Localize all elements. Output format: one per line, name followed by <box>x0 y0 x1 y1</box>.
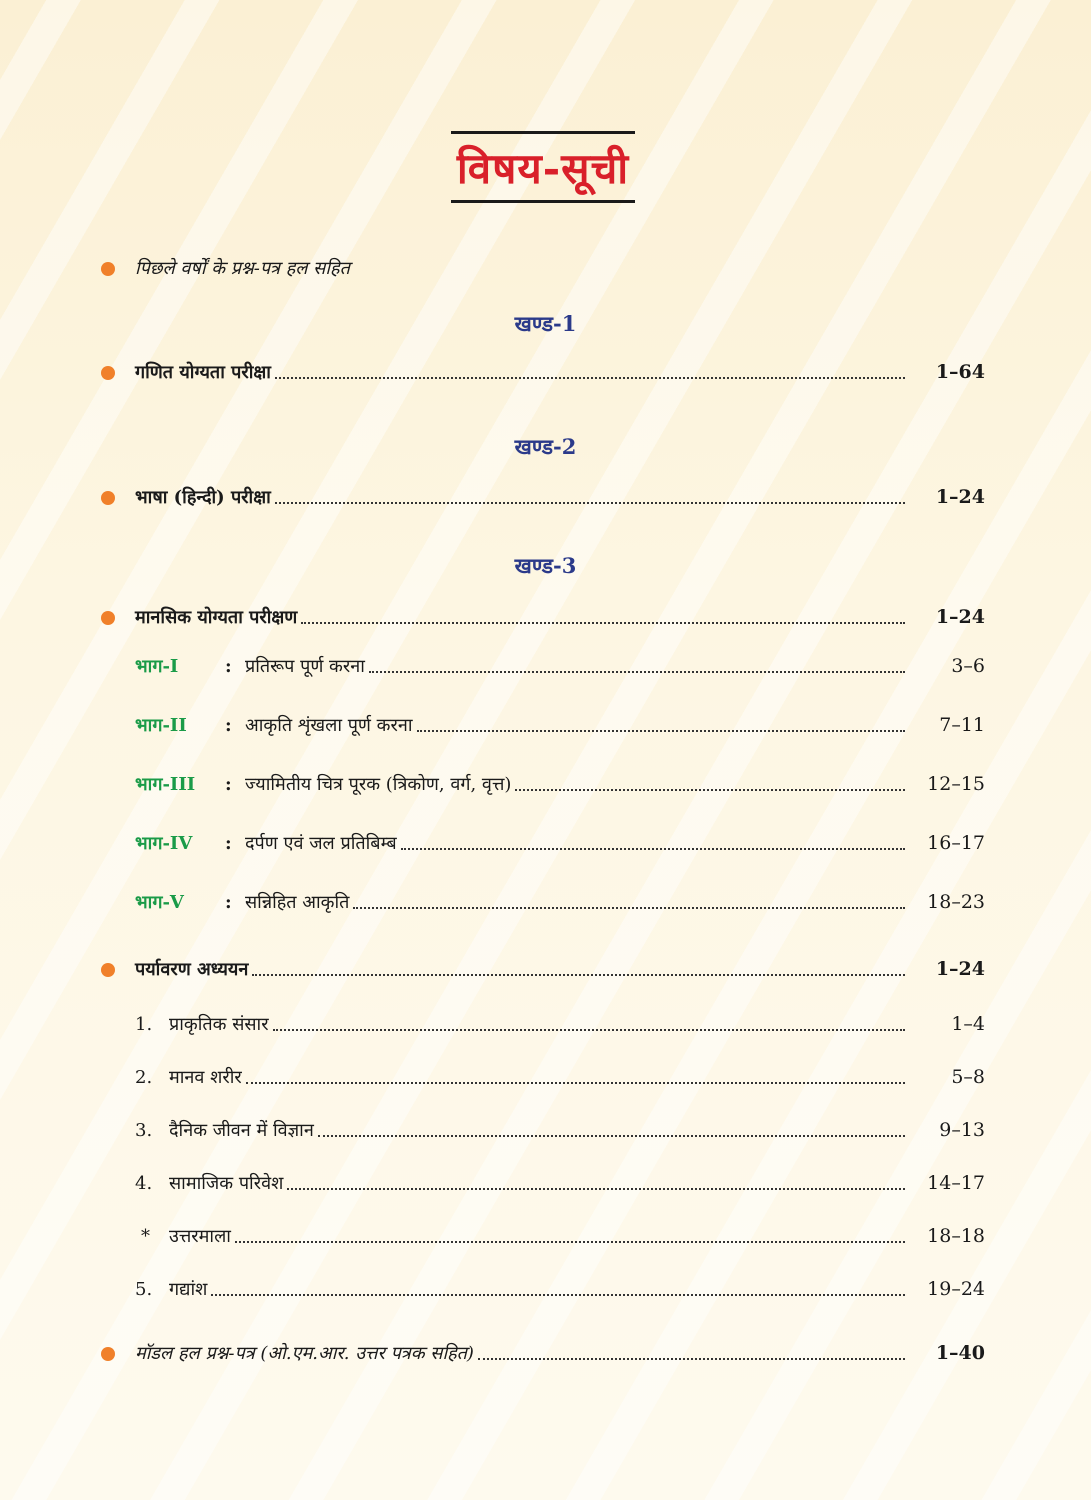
dot-leader <box>417 730 905 732</box>
toc-part-2[interactable] <box>135 710 985 740</box>
entry-label: दैनिक जीवन में विज्ञान <box>169 1120 314 1141</box>
entry-pages: 1–64 <box>935 361 985 383</box>
entry-pages: 7–11 <box>939 714 985 736</box>
dot-leader <box>246 1082 905 1084</box>
dot-leader <box>401 848 905 850</box>
part-label: भाग-V <box>135 892 184 913</box>
entry-pages: 3–6 <box>951 655 985 677</box>
dot-leader <box>369 671 905 673</box>
colon: : <box>225 773 232 795</box>
entry-pages: 12–15 <box>927 773 985 795</box>
entry-label: पर्यावरण अध्ययन <box>135 959 249 980</box>
bullet-icon <box>101 963 115 977</box>
toc-part-3[interactable] <box>135 769 985 799</box>
toc-evs-item-5[interactable] <box>135 1274 985 1304</box>
entry-pages: 16–17 <box>927 832 985 854</box>
entry-label: उत्तरमाला <box>169 1226 231 1247</box>
toc-entry-math[interactable] <box>135 357 985 387</box>
toc-evs-item-3[interactable] <box>135 1115 985 1145</box>
entry-label: प्रतिरूप पूर्ण करना <box>245 656 365 677</box>
toc-evs-item-2[interactable] <box>135 1062 985 1092</box>
colon: : <box>225 832 232 854</box>
item-number: 4. <box>135 1172 153 1194</box>
entry-label: दर्पण एवं जल प्रतिबिम्ब <box>245 833 397 854</box>
entry-label: गणित योग्यता परीक्षा <box>135 362 271 383</box>
item-number: * <box>141 1225 150 1247</box>
dot-leader <box>273 1029 905 1031</box>
toc-entry-evs[interactable] <box>135 954 985 984</box>
dot-leader <box>478 1358 905 1360</box>
dot-leader <box>301 622 905 624</box>
section-heading-1: खण्ड-1 <box>514 311 577 336</box>
dot-leader <box>353 907 905 909</box>
entry-pages: 18–18 <box>927 1225 985 1247</box>
colon: : <box>225 655 232 677</box>
toc-part-1[interactable] <box>135 651 985 681</box>
entry-label: प्राकृतिक संसार <box>169 1014 269 1035</box>
bullet-icon <box>101 366 115 380</box>
entry-label: गद्यांश <box>169 1279 208 1300</box>
colon: : <box>225 714 232 736</box>
part-label: भाग-III <box>135 774 196 795</box>
item-number: 3. <box>135 1119 153 1141</box>
entry-pages: 5–8 <box>951 1066 985 1088</box>
entry-pages: 1–24 <box>935 958 985 980</box>
entry-pages: 19–24 <box>927 1278 985 1300</box>
dot-leader <box>235 1241 905 1243</box>
colon: : <box>225 891 232 913</box>
toc-entry-hindi[interactable] <box>135 482 985 512</box>
toc-evs-item-4[interactable] <box>135 1168 985 1198</box>
toc-evs-item-1[interactable] <box>135 1009 985 1039</box>
toc-part-4[interactable] <box>135 828 985 858</box>
toc-entry-mental[interactable] <box>135 602 985 632</box>
intro-row <box>135 253 985 283</box>
item-number: 5. <box>135 1278 153 1300</box>
dot-leader <box>318 1135 905 1137</box>
entry-label: सन्निहित आकृति <box>245 892 350 913</box>
part-label: भाग-IV <box>135 833 193 854</box>
dot-leader <box>275 377 905 379</box>
entry-label: भाषा (हिन्दी) परीक्षा <box>135 487 271 508</box>
bullet-icon <box>101 491 115 505</box>
toc-entry-model[interactable] <box>135 1338 985 1368</box>
section-heading-3: खण्ड-3 <box>514 553 577 578</box>
entry-label: ज्यामितीय चित्र पूरक (त्रिकोण, वर्ग, वृत्त) <box>245 774 512 795</box>
dot-leader <box>252 974 905 976</box>
part-label: भाग-II <box>135 715 187 736</box>
section-heading-2: खण्ड-2 <box>514 434 577 459</box>
dot-leader <box>287 1188 905 1190</box>
page-title: विषय-सूची <box>456 143 630 193</box>
entry-pages: 1–4 <box>951 1013 985 1035</box>
entry-pages: 1–24 <box>935 486 985 508</box>
dot-leader <box>515 789 905 791</box>
part-label: भाग-I <box>135 656 179 677</box>
entry-label: मॉडल हल प्रश्न-पत्र (ओ.एम.आर. उत्तर पत्रक सहित) <box>135 1343 474 1364</box>
entry-pages: 9–13 <box>939 1119 985 1141</box>
bullet-icon <box>101 611 115 625</box>
dot-leader <box>211 1294 905 1296</box>
item-number: 2. <box>135 1066 153 1088</box>
entry-label: मानव शरीर <box>169 1067 242 1088</box>
intro-text: पिछले वर्षों के प्रश्न-पत्र हल सहित <box>135 258 350 279</box>
entry-pages: 14–17 <box>927 1172 985 1194</box>
item-number: 1. <box>135 1013 153 1035</box>
entry-pages: 1–24 <box>935 606 985 628</box>
entry-label: आकृति शृंखला पूर्ण करना <box>245 715 413 736</box>
entry-pages: 18–23 <box>927 891 985 913</box>
title-box <box>451 131 635 203</box>
toc-evs-item-answers[interactable] <box>135 1221 985 1251</box>
toc-part-5[interactable] <box>135 887 985 917</box>
entry-pages: 1–40 <box>935 1342 985 1364</box>
bullet-icon <box>101 1347 115 1361</box>
dot-leader <box>275 502 905 504</box>
entry-label: मानसिक योग्यता परीक्षण <box>135 607 298 628</box>
entry-label: सामाजिक परिवेश <box>169 1173 284 1194</box>
bullet-icon <box>101 262 115 276</box>
